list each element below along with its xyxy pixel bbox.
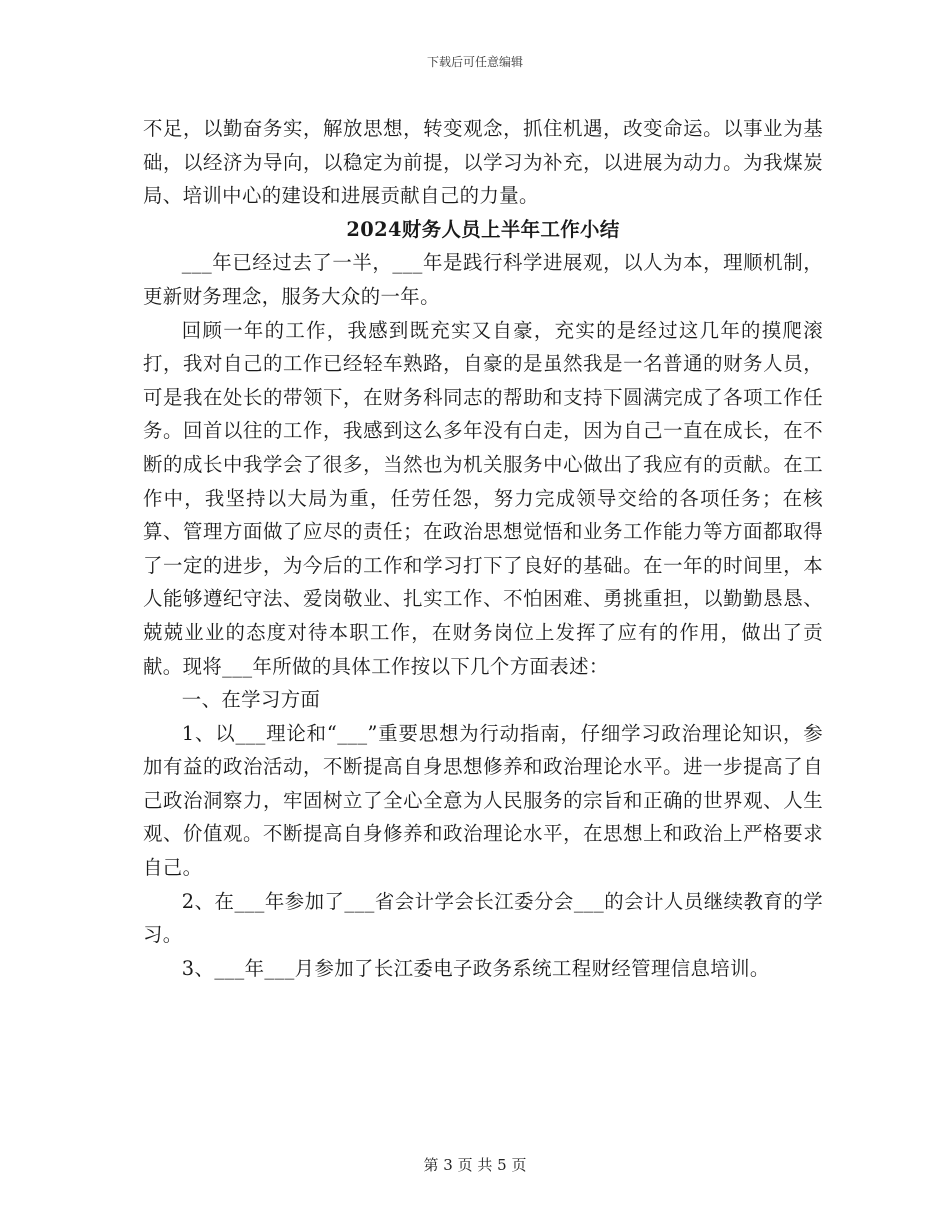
intro-paragraph: 不足，以勤奋务实，解放思想，转变观念，抓住机遇，改变命运。以事业为基础，以经济为导向，以稳定为前提，以学习为补充，以进展为动力。为我煤炭局、培训中心的建设和进展贡献自己的力量。 [143, 117, 823, 208]
paragraph-item-3: 3、___年___月参加了长江委电子政务系统工程财经管理信息培训。 [181, 956, 770, 980]
paragraph-2: 回顾一年的工作，我感到既充实又自豪，充实的是经过这几年的摸爬滚打，我对自己的工作已经轻车熟路，自豪的是虽然我是一名普通的财务人员，可是我在处长的带领下，在财务科同志的帮助和支持下圆满完成了各项工作任务。回首以往的工作，我感到这么多年没有白走，因为自己一直在成长，在不断的成长中我学会了很多，当然也为机关服务中心做出了我应有的贡献。在工作中，我坚持以大局为重，任劳任怨，努力完成领导交给的各项任务；在核算、管理方面做了应尽的责任；在政治思想觉悟和业务工作能力等方面都取得了一定的进步，为今后的工作和学习打下了良好的基础。在一年的时间里，本人能够遵纪守法、爱岗敬业、扎实工作、不怕困难、勇挑重担，以勤勤恳恳、兢兢业业的态度对待本职工作，在财务岗位上发挥了应有的作用，做出了贡献。现将___年所做的具体工作按以下几个方面表述： [143, 318, 823, 678]
paragraph-item-2: 2、在___年参加了___省会计学会长江委分会___的会计人员继续教育的学习。 [143, 889, 823, 947]
page-number: 第 3 页 共 5 页 [423, 1156, 527, 1174]
paragraph-1: ___年已经过去了一半，___年是践行科学进展观，以人为本，理顺机制，更新财务理念，服务大众的一年。 [143, 251, 823, 308]
section-title: 2024财务人员上半年工作小结 [346, 217, 620, 241]
document-body [143, 112, 823, 985]
paragraph-item-1: 1、以___理论和“___”重要思想为行动指南，仔细学习政治理论知识，参加有益的政治活动，不断提高自身思想修养和政治理论水平。进一步提高了自己政治洞察力，牢固树立了全心全意为人民服务的宗旨和正确的世界观、人生观、价值观。不断提高自身修养和政治理论水平，在思想上和政治上严格要求自己。 [143, 721, 823, 880]
subheading-study: 一、在学习方面 [181, 688, 321, 712]
page-header: 下载后可任意编辑 [426, 55, 523, 69]
